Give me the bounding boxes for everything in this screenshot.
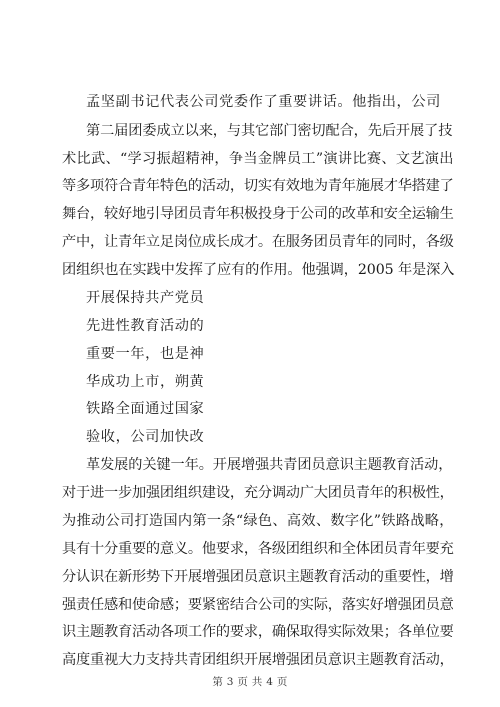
paragraph-line: 验收，公司加快改 bbox=[86, 429, 205, 445]
paragraph-line: 对于进一步加强团组织建设，充分调动广大团员青年的积极性， bbox=[62, 485, 454, 501]
paragraph-line: 先进性教育活动的 bbox=[86, 318, 205, 334]
paragraph-line: 铁路全面通过国家 bbox=[86, 401, 205, 417]
paragraph-line: 具有十分重要的意义。他要求，各级团组织和全体团员青年要充 bbox=[62, 541, 454, 557]
paragraph-line: 团组织也在实践中发挥了应有的作用。他强调，2005 年是深入 bbox=[62, 262, 455, 278]
paragraph-line: 孟坚副书记代表公司党委作了重要讲话。他指出，公司 bbox=[86, 94, 441, 110]
paragraph-line: 分认识在新形势下开展增强团员意识主题教育活动的重要性，增 bbox=[62, 569, 454, 585]
paragraph-line: 强责任感和使命感；要紧密结合公司的实际，落实好增强团员意 bbox=[62, 597, 454, 613]
paragraph-line: 舞台，较好地引导团员青年积极投身于公司的改革和安全运输生 bbox=[62, 206, 454, 222]
paragraph-line: 识主题教育活动各项工作的要求，确保取得实际效果；各单位要 bbox=[62, 624, 454, 640]
paragraph-line: 为推动公司打造国内第一条“绿色、高效、数字化”铁路战略， bbox=[62, 513, 454, 529]
paragraph-line: 第二届团委成立以来，与其它部门密切配合，先后开展了技 bbox=[86, 123, 453, 139]
page-number-footer: 第 3 页 共 4 页 bbox=[212, 676, 288, 688]
paragraph-line: 等多项符合青年特色的活动，切实有效地为青年施展才华搭建了 bbox=[62, 178, 454, 194]
paragraph-line: 华成功上市，朔黄 bbox=[86, 374, 205, 390]
paragraph-line: 重要一年，也是神 bbox=[86, 346, 205, 362]
paragraph-line: 术比武、“学习振超精神，争当金牌员工”演讲比赛、文艺演出 bbox=[62, 151, 454, 167]
paragraph-line: 产中，让青年立足岗位成长成才。在服务团员青年的同时，各级 bbox=[62, 234, 454, 250]
paragraph-line: 革发展的关键一年。开展增强共青团员意识主题教育活动， bbox=[86, 457, 453, 473]
paragraph-line: 高度重视大力支持共青团组织开展增强团员意识主题教育活动， bbox=[62, 652, 454, 668]
paragraph-line: 开展保持共产党员 bbox=[86, 290, 205, 306]
